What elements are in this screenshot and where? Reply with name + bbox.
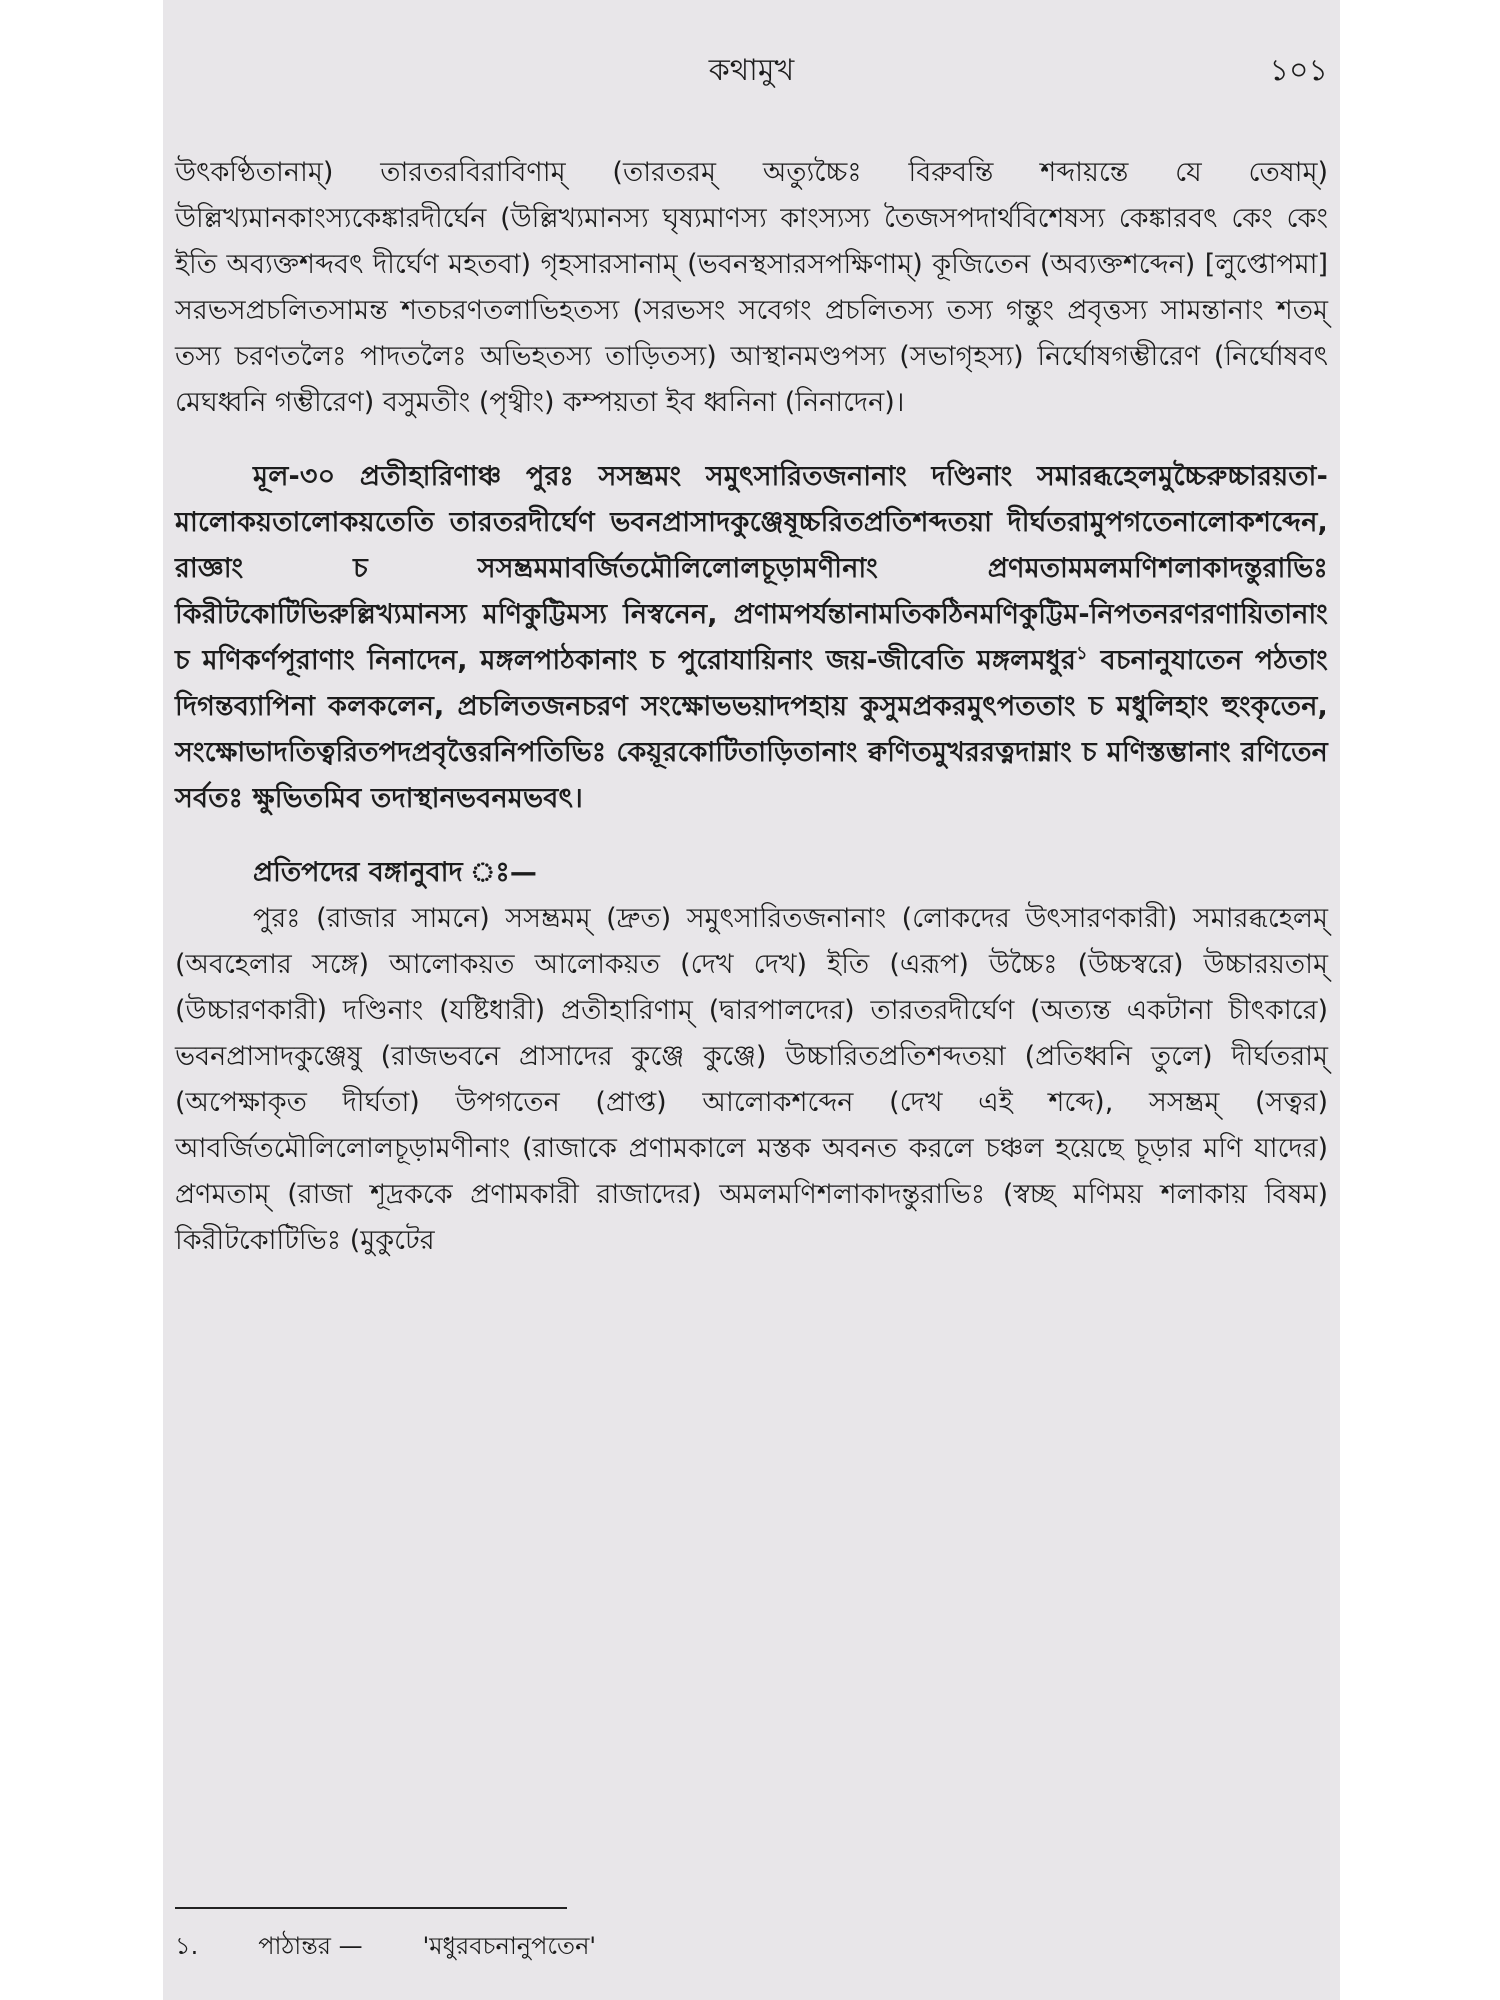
translation-paragraph: পুরঃ (রাজার সামনে) সসম্ভ্রমম্ (দ্রুত) সমুৎসারিতজনানাং (লোকদের উৎসারণকারী) সমারব্ধহেলম্ (অবহেলার সঙ্গে) আলোকয়ত আলোকয়ত (দেখ দেখ) ইতি (এরূপ) উচ্চৈঃ (উচ্চস্বরে) উচ্চারয়তাম্ (উচ্চারণকারী) দণ্ডিনাং (যষ্টিধারী) প্রতীহারিণাম্ (দ্বারপালদের) তারতরদীর্ঘেণ (অত্যন্ত একটানা চীৎকারে) ভবনপ্রাসাদকুঞ্জেষু (রাজভবনে প্রাসাদের কুঞ্জে কুঞ্জে) উচ্চারিতপ্রতিশব্দতয়া (প্রতিধ্বনি তুলে) দীর্ঘতরাম্ (অপেক্ষাকৃত দীর্ঘতা) উপগতেন (প্রাপ্ত) আলোকশব্দেন (দেখ এই শব্দে), সসম্ভ্রম্ (সত্বর) আবর্জিতমৌলিলোলচূড়ামণীনাং (রাজাকে প্রণামকালে মস্তক অবনত করলে চঞ্চল হয়েছে চূড়ার মণি যাদের) প্রণমতাম্ (রাজা শূদ্রককে প্রণামকারী রাজাদের) অমলমণিশলাকাদন্তুরাভিঃ (স্বচ্ছ মণিময় শলাকায় বিষম) কিরীটকোটিভিঃ (মুকুটের	[175, 903, 1328, 1256]
mul-text-after-note: বচনানুযাতেন পঠতাং দিগন্তব্যাপিনা কলকলেন, প্রচলিতজনচরণ সংক্ষোভভয়াদপহায় কুসুমপ্রকরমুৎপততাং চ মধুলিহাং হুংকৃতেন, সংক্ষোভাদতিত্বরিতপদপ্রবৃত্তৈরনিপতিভিঃ কেয়ূরকোটিতাড়িতানাং ক্বণিতমুখররত্নদাম্নাং চ মণিস্তম্ভানাং রণিতেন সর্বতঃ ক্ষুভিতমিব তদাস্থানভবনমভবৎ।	[175, 645, 1329, 814]
paragraph-gap	[175, 426, 1328, 454]
commentary-paragraph: উৎকণ্ঠিতানাম্) তারতরবিরাবিণাম্ (তারতরম্ অত্যুচ্চৈঃ বিরুবন্তি শব্দায়ন্তে যে তেষাম্) উল্লিখ্যমানকাংস্যকেঙ্কারদীর্ঘেন (উল্লিখ্যমানস্য ঘৃষ্যমাণস্য কাংস্যস্য তৈজসপদার্থবিশেষস্য কেঙ্কারবৎ কেং কেং ইতি অব্যক্তশব্দবৎ দীর্ঘেণ মহতবা) গৃহসারসানাম্ (ভবনস্থসারসপক্ষিণাম্) কূজিতেন (অব্যক্তশব্দেন) [লুপ্তোপমা] সরভসপ্রচলিতসামন্ত শতচরণতলাভিহতস্য (সরভসং সবেগং প্রচলিতস্য তস্য গন্তুং প্রবৃত্তস্য সামন্তানাং শতম্ তস্য চরণতলৈঃ পাদতলৈঃ অভিহতস্য তাড়িতস্য) আস্থানমণ্ডপস্য (সভাগৃহস্য) নির্ঘোষগম্ভীরেণ (নির্ঘোষবৎ মেঘধ্বনি গম্ভীরেণ) বসুমতীং (পৃথ্বীং) কম্পয়তা ইব ধ্বনিনা (নিনাদেন)।	[175, 157, 1328, 418]
mul-label: মূল-৩০	[253, 461, 336, 492]
running-title: কথামুখ	[708, 53, 795, 88]
paragraph-gap	[175, 822, 1328, 850]
page-header	[163, 38, 1340, 98]
footnote-marker: ১	[1076, 643, 1088, 664]
mul-text-before-note: প্রতীহারিণাঞ্চ পুরঃ সসম্ভ্রমং সমুৎসারিতজনানাং দণ্ডিনাং সমারব্ধহেলমুচ্চৈরুচ্চারয়তা-মালোকয়তালোকয়তেতি তারতরদীর্ঘেণ ভবনপ্রাসাদকুঞ্জেষূচ্চরিতপ্রতিশব্দতয়া দীর্ঘতরামুপগতেনালোকশব্দেন, রাজ্ঞাং চ সসম্ভ্রমমাবর্জিতমৌলিলোলচূড়ামণীনাং প্রণমতামমলমণিশলাকাদন্তুরাভিঃ কিরীটকোটিভিরুল্লিখ্যমানস্য মণিকুট্টিমস্য নিস্বনেন, প্রণামপর্যন্তানামতিকঠিনমণিকুট্টিম-নিপতনরণরণায়িতানাং চ মণিকর্ণপূরাণাং নিনাদেন, মঙ্গলপাঠকানাং চ পুরোযায়িনাং জয়-জীবেতি মঙ্গলমধুর	[175, 461, 1328, 676]
footnote	[175, 1928, 1328, 1968]
page-number: ১০১	[1269, 53, 1328, 88]
footnote-text: 'মধুরবচনানুপতেন'	[422, 1932, 596, 1960]
footnote-label: পাঠান্তর —	[258, 1932, 363, 1960]
translation-heading: প্রতিপদের বঙ্গানুবাদ ঃ—	[253, 857, 537, 888]
body-text	[175, 150, 1328, 1264]
footnote-rule	[175, 1907, 567, 1909]
footnote-number: ১.	[175, 1932, 199, 1960]
book-page	[163, 0, 1340, 2000]
mul-paragraph	[175, 454, 1328, 822]
